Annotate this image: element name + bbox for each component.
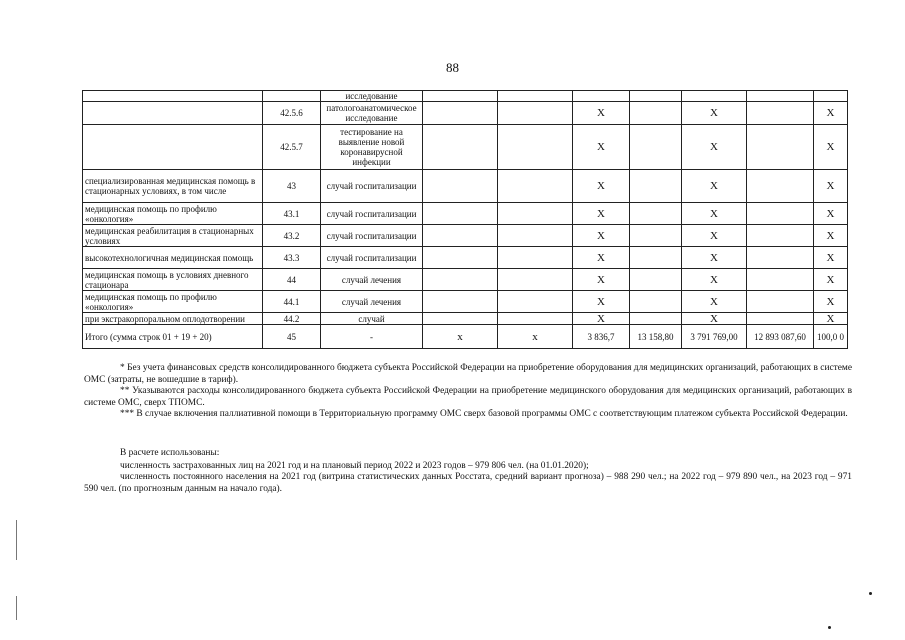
table-cell-unit: случай госпитализации [321, 225, 423, 247]
table-cell-c10: X [814, 269, 848, 291]
table-cell-c7 [630, 203, 682, 225]
calculation-heading: В расчете использованы: [120, 448, 220, 458]
table-cell-c10: X [814, 225, 848, 247]
table-cell-c6: X [573, 313, 630, 325]
table-cell-c7 [630, 125, 682, 170]
table-cell-unit: случай госпитализации [321, 203, 423, 225]
table-row [83, 325, 848, 349]
table-cell-c10: X [814, 313, 848, 325]
table-cell-code: 42.5.7 [263, 125, 321, 170]
table-row [83, 313, 848, 325]
table-cell-c9 [747, 170, 814, 203]
table-cell-c9: 12 893 087,60 [747, 325, 814, 349]
table-cell-name: медицинская помощь по профилю «онкология» [83, 291, 263, 313]
table-cell-c4 [423, 125, 498, 170]
table-cell-c7 [630, 170, 682, 203]
table-cell-c4 [423, 91, 498, 102]
table-cell-c6 [573, 91, 630, 102]
insured-count: численность застрахованных лиц на 2021 год и на плановый период 2022 и 2023 годов – 979 806 чел. (на 01.01.2020); [120, 460, 589, 471]
calculation-basis [84, 448, 852, 495]
table-cell-c4 [423, 313, 498, 325]
table-row [83, 203, 848, 225]
table-cell-c4 [423, 170, 498, 203]
table-cell-c6: X [573, 170, 630, 203]
table-cell-c9 [747, 247, 814, 269]
table-cell-name: Итого (сумма строк 01 + 19 + 20) [83, 325, 263, 349]
table-cell-c9 [747, 225, 814, 247]
margin-binding-mark-lower [16, 596, 17, 620]
table-cell-c4 [423, 225, 498, 247]
table-cell-c5 [498, 91, 573, 102]
table-cell-unit: патологоанатомическое исследование [321, 102, 423, 125]
footnote-3: *** В случае включения паллиативной помощи в Территориальную программу ОМС сверх базовой программы ОМС с соответствующим платежом субъекта Российской Федерации. [120, 409, 848, 419]
table-cell-c10: X [814, 170, 848, 203]
table-cell-unit: случай госпитализации [321, 170, 423, 203]
table-cell-unit: случай лечения [321, 291, 423, 313]
table-cell-c8: X [682, 269, 747, 291]
table-cell-c4 [423, 102, 498, 125]
table-cell-code: 43.2 [263, 225, 321, 247]
table-cell-code: 45 [263, 325, 321, 349]
table-cell-c8: X [682, 102, 747, 125]
table-body [83, 91, 848, 349]
footnote-1: * Без учета финансовых средств консолидированного бюджета субъекта Российской Федерации на приобретение оборудования для медицинских организаций, работающих в системе ОМС (затраты, не вошедшие в тариф). [84, 363, 852, 385]
cost-table [82, 90, 848, 349]
table-cell-unit: случай лечения [321, 269, 423, 291]
table-cell-c4 [423, 203, 498, 225]
table-cell-code: 44 [263, 269, 321, 291]
table-cell-name: медицинская помощь по профилю «онкология» [83, 203, 263, 225]
table-cell-code: 43.1 [263, 203, 321, 225]
table-cell-c9 [747, 269, 814, 291]
table-cell-unit: исследование [321, 91, 423, 102]
table-cell-c9 [747, 91, 814, 102]
table-cell-c10: X [814, 125, 848, 170]
table-cell-c9 [747, 203, 814, 225]
footnotes [84, 363, 852, 421]
table-cell-c5: x [498, 325, 573, 349]
table-row [83, 247, 848, 269]
table-cell-code: 43 [263, 170, 321, 203]
table-cell-c10: X [814, 291, 848, 313]
table-cell-c7 [630, 313, 682, 325]
table-cell-unit: случай госпитализации [321, 247, 423, 269]
table-cell-name: медицинская помощь в условиях дневного стационара [83, 269, 263, 291]
table-cell-name: специализированная медицинская помощь в стационарных условиях, в том числе [83, 170, 263, 203]
table-cell-c8: 3 791 769,00 [682, 325, 747, 349]
table-cell-c8: X [682, 313, 747, 325]
table-cell-c7 [630, 247, 682, 269]
table-cell-name: высокотехнологичная медицинская помощь [83, 247, 263, 269]
table-cell-c4: x [423, 325, 498, 349]
table-row [83, 225, 848, 247]
table-cell-c6: 3 836,7 [573, 325, 630, 349]
scan-speck [869, 592, 872, 595]
table-row [83, 269, 848, 291]
table-row [83, 91, 848, 102]
table-cell-c7 [630, 291, 682, 313]
table-cell-unit: случай [321, 313, 423, 325]
table-cell-c8: X [682, 225, 747, 247]
table-cell-c5 [498, 291, 573, 313]
table-cell-unit: - [321, 325, 423, 349]
page-number: 88 [446, 60, 459, 75]
table-cell-c10: X [814, 247, 848, 269]
table-row [83, 125, 848, 170]
table-cell-c4 [423, 291, 498, 313]
table-cell-c9 [747, 125, 814, 170]
table-cell-name [83, 91, 263, 102]
table-cell-c8: X [682, 203, 747, 225]
table-cell-c5 [498, 269, 573, 291]
table-cell-c9 [747, 291, 814, 313]
footnote-2: ** Указываются расходы консолидированного бюджета субъекта Российской Федерации на приобретение медицинского оборудования для медицинских организаций, работающих в системе ОМС, сверх ТПОМС. [84, 386, 852, 408]
table-cell-c4 [423, 247, 498, 269]
table-cell-c5 [498, 170, 573, 203]
table-cell-c8: X [682, 170, 747, 203]
table-cell-unit: тестирование на выявление новой коронавирусной инфекции [321, 125, 423, 170]
table-cell-code: 44.1 [263, 291, 321, 313]
table-cell-c7 [630, 269, 682, 291]
table-cell-code: 42.5.6 [263, 102, 321, 125]
table-cell-c5 [498, 225, 573, 247]
table-cell-c6: X [573, 291, 630, 313]
table-cell-c5 [498, 247, 573, 269]
table-cell-code [263, 91, 321, 102]
table-cell-c7 [630, 225, 682, 247]
table-cell-c5 [498, 313, 573, 325]
table-row [83, 291, 848, 313]
table-cell-c7: 13 158,80 [630, 325, 682, 349]
table-cell-c6: X [573, 125, 630, 170]
table-cell-c6: X [573, 102, 630, 125]
table-cell-c10 [814, 91, 848, 102]
table-cell-c7 [630, 91, 682, 102]
table-cell-c6: X [573, 203, 630, 225]
table-cell-c8: X [682, 247, 747, 269]
table-cell-c8 [682, 91, 747, 102]
table-cell-c10: X [814, 102, 848, 125]
population-count: численность постоянного населения на 2021 год (витрина статистических данных Росстата, средний вариант прогноза) – 988 290 чел.; на 2022 год – 979 890 чел., на 2023 год – 971 590 чел. (по прогнозным данным на начало года). [84, 472, 852, 494]
table-cell-c8: X [682, 125, 747, 170]
table-cell-c5 [498, 102, 573, 125]
table-cell-c5 [498, 203, 573, 225]
table-row [83, 170, 848, 203]
table-cell-code: 43.3 [263, 247, 321, 269]
table-cell-code: 44.2 [263, 313, 321, 325]
table-cell-c8: X [682, 291, 747, 313]
table-cell-name: медицинская реабилитация в стационарных условиях [83, 225, 263, 247]
table-cell-c7 [630, 102, 682, 125]
scan-speck-lower [828, 626, 831, 629]
table-cell-c6: X [573, 269, 630, 291]
margin-binding-mark [16, 520, 17, 560]
table-row [83, 102, 848, 125]
table-cell-c6: X [573, 225, 630, 247]
table-cell-c10: 100,0 0 [814, 325, 848, 349]
table-cell-c9 [747, 313, 814, 325]
table-cell-c9 [747, 102, 814, 125]
table-cell-name: при экстракорпоральном оплодотворении [83, 313, 263, 325]
table-cell-name [83, 125, 263, 170]
table-cell-c4 [423, 269, 498, 291]
table-cell-c6: X [573, 247, 630, 269]
table-cell-name [83, 102, 263, 125]
table-cell-c5 [498, 125, 573, 170]
table-cell-c10: X [814, 203, 848, 225]
